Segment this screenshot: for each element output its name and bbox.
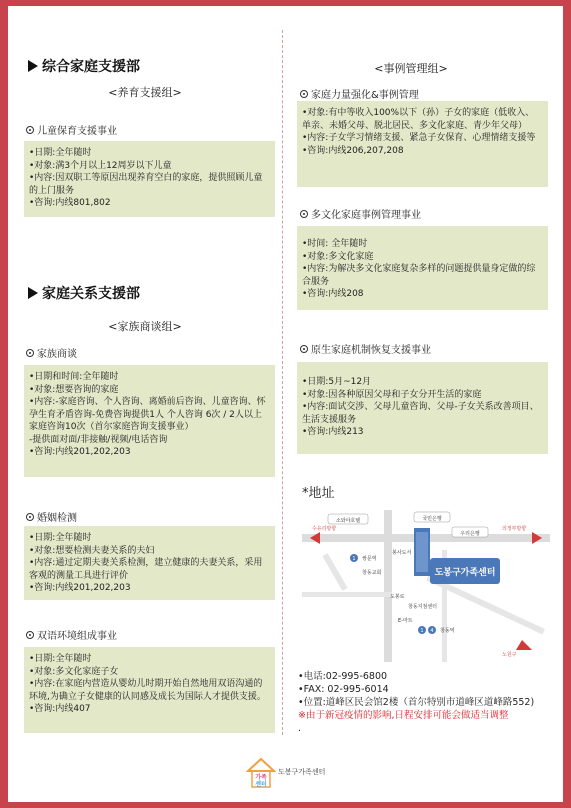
info-box-family-recovery — [297, 362, 548, 454]
section-title: 家庭力量强化&事例管理 — [311, 90, 419, 101]
info-line: -提供面对面/非接触/视频/电话咨询 — [29, 434, 168, 445]
arrow-down-icon — [516, 640, 532, 650]
trailing-dot: . — [298, 723, 302, 734]
map-label-church: 국민은행 — [422, 516, 442, 522]
address-title: *地址 — [302, 486, 335, 501]
info-line: •对象:有中等收入100%以下（孙）子女的家庭（低收入、单亲、未婚父母、脱北居民、多文化家庭、青少年父母） — [302, 108, 535, 131]
map-label-post: 창동지점센터 — [408, 604, 437, 610]
info-line: •对象:想要咨询的家庭 — [29, 384, 119, 395]
info-line: •对象:多文化家庭 — [302, 251, 374, 262]
section-family-counseling — [26, 345, 77, 360]
section-bilingual — [26, 627, 117, 642]
info-box-family-strength — [297, 101, 548, 187]
info-line: •日期和时间:全年随时 — [29, 372, 119, 382]
location-map — [302, 510, 550, 662]
info-line: •对象:想要检测夫妻关系的夫妇 — [29, 545, 155, 556]
map-road — [302, 592, 392, 597]
dept-title: 家庭关系支援部 — [42, 286, 140, 302]
info-line: •咨询:内线801,802 — [29, 198, 111, 208]
map-label-bank: 우리은행 — [460, 531, 480, 537]
info-line: •咨询:内线208 — [302, 289, 364, 299]
dept-comprehensive-family-support — [28, 56, 140, 76]
section-family-strength — [300, 86, 419, 101]
info-line: •时间: 全年随时 — [302, 239, 368, 249]
map-building-window — [416, 532, 428, 572]
info-line: •内容:通过定期夫妻关系检测，建立健康的夫妻关系，采用客观的测量工具进行评价 — [29, 558, 263, 581]
info-line: •日期:全年随时 — [29, 148, 92, 158]
section-title: 婚姻检测 — [37, 513, 77, 524]
circle-bullet-icon — [300, 90, 308, 98]
info-line: •内容:子女学习情绪支援、紧急子女保育、心理情绪支援等 — [302, 133, 536, 143]
group-parenting: <养育支援组> — [108, 86, 182, 99]
map-label-soraek: 소와야호텔 — [335, 518, 361, 524]
map-label-gongbuk: 창동교회 — [362, 570, 382, 576]
info-line: •对象:多文化家庭子女 — [29, 666, 119, 677]
map-label-emart: E-마트 — [398, 618, 413, 624]
covid-warning: ※由于新冠疫情的影响,日程安排可能会做适当调整 — [298, 710, 509, 721]
info-line: •内容:在家庭内营造从婴幼儿时期开始自然地用双语沟通的环境,为确立子女健康的认同感及成长为国际人才提供支援。 — [29, 679, 266, 702]
map-line-1b: 1 — [420, 628, 424, 634]
footer-logo — [246, 757, 346, 789]
circle-bullet-icon — [26, 126, 34, 134]
section-family-recovery — [300, 341, 431, 356]
map-road — [322, 553, 347, 591]
info-box-childcare — [24, 141, 275, 217]
info-box-bilingual — [24, 647, 275, 733]
map-label-lib: 봉사도서 — [392, 550, 412, 556]
circle-bullet-icon — [26, 513, 34, 521]
contact-fax: •FAX: 02-995-6014 — [298, 684, 389, 695]
arrow-left-icon — [310, 532, 320, 544]
info-line: •内容:因双职工等原因出现养育空白的家庭，提供照顾儿童的上门服务 — [29, 173, 263, 196]
map-line-4: 4 — [430, 628, 434, 634]
section-title: 双语环境组成事业 — [37, 631, 117, 642]
dept-title: 综合家庭支援部 — [42, 59, 140, 75]
info-line: •内容:面试交涉、父母儿童咨询、父母-子女关系改善项目、生活支援服务 — [302, 402, 539, 425]
section-marriage-test — [26, 509, 77, 524]
house-logo-icon — [246, 757, 276, 789]
section-title: 多文化家庭事例管理事业 — [311, 210, 421, 221]
info-line: •咨询:内线206,207,208 — [302, 145, 404, 156]
map-label-dobongro: 도봉로 — [390, 594, 405, 600]
info-box-multicultural — [297, 226, 548, 310]
section-title: 家族商谈 — [37, 349, 77, 360]
map-label-station: 창동역 — [440, 628, 455, 634]
info-line: •对象:满3个月以上12周岁以下儿童 — [29, 160, 172, 171]
info-line: •日期:全年随时 — [29, 533, 92, 543]
info-line: •日期:5月~12月 — [302, 377, 372, 387]
contact-phone: •电话:02-995-6800 — [298, 671, 388, 682]
circle-bullet-icon — [26, 631, 34, 639]
group-case-management: <事例管理组> — [374, 62, 448, 75]
info-line: •咨询:内线407 — [29, 704, 91, 714]
triangle-bullet-icon — [28, 60, 38, 72]
map-label-subway1: 수유리방향 — [312, 526, 337, 532]
circle-bullet-icon — [26, 349, 34, 357]
map-line-1: 1 — [352, 556, 356, 562]
circle-bullet-icon — [300, 210, 308, 218]
group-family-counseling: <家族商谈组> — [108, 320, 182, 333]
map-road — [384, 510, 392, 662]
map-label-st1: 쌍문역 — [362, 556, 377, 562]
triangle-bullet-icon — [28, 287, 38, 299]
info-line: •对象:因各种原因父母和子女分开生活的家庭 — [302, 389, 482, 400]
contact-info — [298, 670, 560, 735]
map-center-label: 도봉구가족센터 — [434, 568, 496, 578]
arrow-right-icon — [532, 532, 542, 544]
info-line: •内容:为解决多文化家庭复杂多样的问题提供量身定做的综合服务 — [302, 264, 536, 287]
svg-text:가족: 가족 — [255, 774, 267, 781]
section-multicultural — [300, 206, 421, 221]
logo-text: 도봉구가족센터 — [278, 768, 326, 776]
info-line: •日期:全年随时 — [29, 654, 92, 664]
info-box-marriage-test — [24, 526, 275, 600]
dept-family-relations-support — [28, 283, 140, 303]
info-line: •咨询:内线201,202,203 — [29, 447, 131, 457]
info-line: •咨询:内线201,202,203 — [29, 583, 131, 593]
section-childcare — [26, 122, 117, 137]
section-title: 原生家庭机制恢复支援事业 — [311, 345, 431, 356]
info-box-family-counseling — [24, 365, 275, 477]
map-svg — [302, 510, 550, 662]
info-line: •内容:-家庭咨询、个人咨询、离婚前后咨询、儿童咨询、怀孕生育矛盾咨询-免费咨询提供1人 个人咨询 6次 / 2人以上 家庭咨询10次（首尔家庭咨询支援事业） — [29, 397, 266, 432]
circle-bullet-icon — [300, 345, 308, 353]
info-line: •咨询:内线213 — [302, 427, 364, 437]
map-label-nowon: 노원구 — [502, 652, 517, 658]
column-divider — [282, 30, 283, 735]
contact-location: •位置:道峰区民会馆2楼（首尔特别市道峰区道峰路552) — [298, 697, 535, 708]
map-label-subway3: 의정부방향 — [502, 526, 527, 532]
section-title: 儿童保育支援事业 — [37, 126, 117, 137]
svg-text:센터: 센터 — [255, 781, 267, 788]
